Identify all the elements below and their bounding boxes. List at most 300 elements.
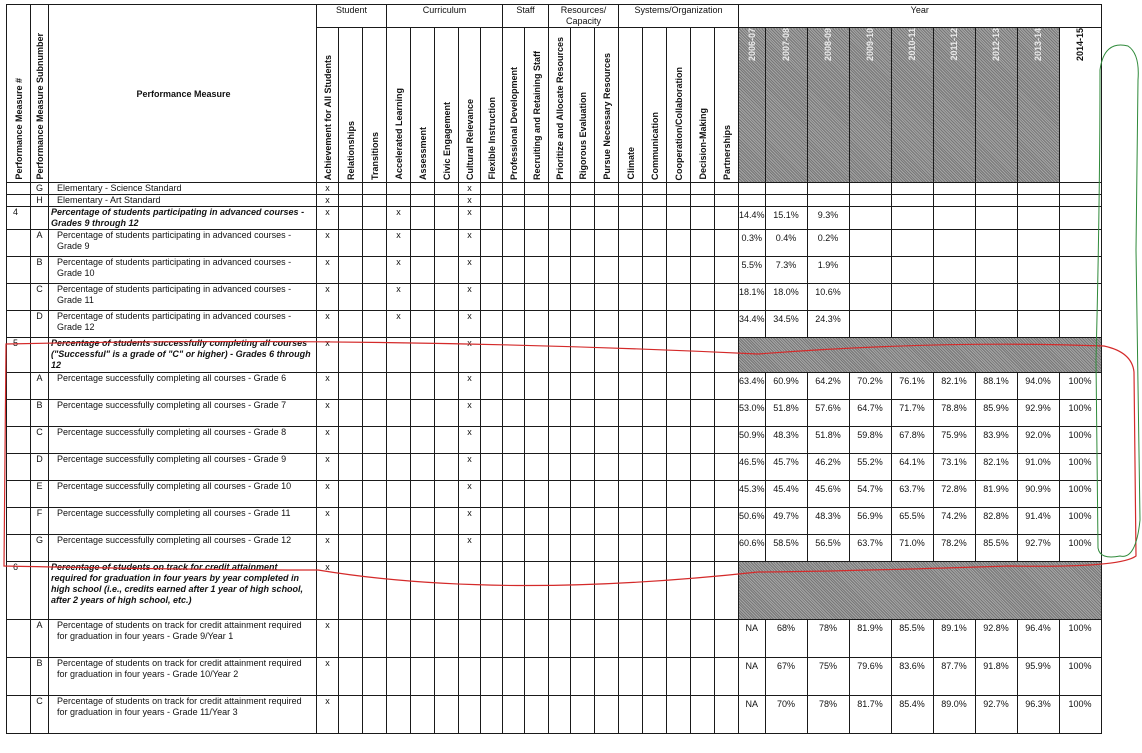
year-value-cell [975, 257, 1017, 284]
criteria-empty-cell [525, 562, 549, 620]
table-row [7, 562, 1142, 620]
criteria-mark-cell: x [317, 400, 339, 427]
criteria-empty-cell [667, 562, 691, 620]
criteria-empty-cell [691, 183, 715, 195]
criteria-empty-cell [503, 311, 525, 338]
criteria-empty-cell [411, 195, 435, 207]
criteria-empty-cell [571, 338, 595, 373]
criteria-empty-cell [691, 257, 715, 284]
criteria-empty-cell [435, 195, 459, 207]
criteria-empty-cell [549, 400, 571, 427]
criteria-empty-cell [595, 535, 619, 562]
criteria-empty-cell [435, 207, 459, 230]
criteria-empty-cell [691, 481, 715, 508]
criteria-header: Decision-Making [691, 28, 715, 183]
year-value-cell: 53.0% [739, 400, 766, 427]
criteria-empty-cell [667, 454, 691, 481]
year-value-cell [1017, 195, 1059, 207]
criteria-header: Relationships [339, 28, 363, 183]
criteria-empty-cell [643, 535, 667, 562]
criteria-empty-cell [503, 400, 525, 427]
criteria-empty-cell [363, 207, 387, 230]
criteria-empty-cell [667, 257, 691, 284]
criteria-empty-cell [435, 481, 459, 508]
criteria-empty-cell [619, 481, 643, 508]
pm-description-cell: Percentage of students on track for credit attainment required for graduation in four years - Grade 10/Year 2 [49, 658, 317, 696]
criteria-empty-cell [503, 481, 525, 508]
criteria-empty-cell [363, 338, 387, 373]
year-value-cell: 78.2% [933, 535, 975, 562]
criteria-empty-cell [481, 562, 503, 620]
criteria-empty-cell [643, 338, 667, 373]
year-value-cell: 67.8% [891, 427, 933, 454]
criteria-mark-cell: x [317, 373, 339, 400]
criteria-empty-cell [411, 338, 435, 373]
pm-number-cell [7, 696, 31, 734]
criteria-empty-cell [715, 427, 739, 454]
pm-subnumber-cell: A [31, 230, 49, 257]
pm-description-cell: Percentage of students on track for credit attainment required for graduation in four years by year completed in high school (i.e., credits earned after 1 year of high school, after 2 years of high school, etc.) [49, 562, 317, 620]
criteria-empty-cell [481, 257, 503, 284]
criteria-empty-cell [435, 508, 459, 535]
criteria-empty-cell [503, 658, 525, 696]
group-student: Student [317, 5, 387, 28]
criteria-empty-cell [525, 257, 549, 284]
year-value-cell [975, 284, 1017, 311]
criteria-empty-cell [691, 562, 715, 620]
criteria-header: Civic Engagement [435, 28, 459, 183]
criteria-empty-cell [411, 481, 435, 508]
criteria-empty-cell [481, 207, 503, 230]
criteria-empty-cell [667, 230, 691, 257]
criteria-empty-cell [619, 400, 643, 427]
criteria-empty-cell [339, 338, 363, 373]
criteria-empty-cell [503, 195, 525, 207]
table-row [7, 284, 1142, 311]
table-row [7, 338, 1142, 373]
pm-description-cell: Percentage of students participating in advanced courses - Grade 12 [49, 311, 317, 338]
criteria-empty-cell [503, 454, 525, 481]
year-header: 2010-11 [891, 28, 933, 183]
criteria-mark-cell: x [317, 230, 339, 257]
group-resources: Resources/ Capacity [549, 5, 619, 28]
pm-subnumber-cell [31, 207, 49, 230]
criteria-empty-cell [435, 257, 459, 284]
criteria-empty-cell [715, 696, 739, 734]
year-value-cell: 71.7% [891, 400, 933, 427]
year-value-cell [891, 284, 933, 311]
criteria-empty-cell [435, 562, 459, 620]
pm-subnumber-cell: C [31, 284, 49, 311]
criteria-empty-cell [549, 454, 571, 481]
criteria-mark-cell: x [317, 454, 339, 481]
criteria-empty-cell [715, 508, 739, 535]
criteria-empty-cell [411, 562, 435, 620]
pm-subnumber-cell: B [31, 400, 49, 427]
pm-description-cell: Elementary - Science Standard [49, 183, 317, 195]
group-year: Year [739, 5, 1102, 28]
criteria-empty-cell [715, 311, 739, 338]
table-row [7, 658, 1142, 696]
pm-number-cell [7, 311, 31, 338]
criteria-empty-cell [411, 183, 435, 195]
criteria-empty-cell [503, 284, 525, 311]
criteria-empty-cell [619, 535, 643, 562]
criteria-empty-cell [339, 454, 363, 481]
pm-subnumber-cell: H [31, 195, 49, 207]
criteria-empty-cell [667, 373, 691, 400]
year-value-cell: 60.9% [765, 373, 807, 400]
year-value-cell: 63.4% [739, 373, 766, 400]
pm-description-cell: Percentage successfully completing all courses - Grade 9 [49, 454, 317, 481]
criteria-empty-cell [643, 620, 667, 658]
criteria-empty-cell [715, 373, 739, 400]
criteria-header: Communication [643, 28, 667, 183]
year-header: 2014-15 [1059, 28, 1101, 183]
criteria-empty-cell [411, 620, 435, 658]
year-value-cell: 92.9% [1017, 400, 1059, 427]
year-value-cell: 78.8% [933, 400, 975, 427]
table-row [7, 454, 1142, 481]
year-value-cell [933, 207, 975, 230]
table-row [7, 481, 1142, 508]
criteria-empty-cell [363, 373, 387, 400]
criteria-empty-cell [363, 427, 387, 454]
criteria-empty-cell [595, 207, 619, 230]
pm-subnumber-cell: G [31, 535, 49, 562]
pm-subnumber-cell: C [31, 427, 49, 454]
table-row [7, 535, 1142, 562]
criteria-empty-cell [643, 562, 667, 620]
criteria-empty-cell [643, 373, 667, 400]
year-value-cell: 64.1% [891, 454, 933, 481]
criteria-empty-cell [481, 454, 503, 481]
criteria-empty-cell [435, 658, 459, 696]
criteria-empty-cell [715, 400, 739, 427]
year-value-cell: 60.6% [739, 535, 766, 562]
criteria-empty-cell [411, 535, 435, 562]
criteria-empty-cell [667, 508, 691, 535]
criteria-empty-cell [481, 508, 503, 535]
year-value-cell [891, 183, 933, 195]
criteria-empty-cell [481, 620, 503, 658]
criteria-empty-cell [503, 562, 525, 620]
criteria-empty-cell [595, 183, 619, 195]
criteria-empty-cell [715, 257, 739, 284]
criteria-mark-cell: x [317, 207, 339, 230]
year-value-cell: 83.6% [891, 658, 933, 696]
pm-subnumber-cell: A [31, 373, 49, 400]
year-value-cell: 45.6% [807, 481, 849, 508]
year-value-cell: 92.7% [975, 696, 1017, 734]
criteria-empty-cell [481, 696, 503, 734]
year-value-cell [933, 195, 975, 207]
criteria-mark-cell: x [387, 284, 411, 311]
criteria-empty-cell [481, 230, 503, 257]
criteria-empty-cell [595, 195, 619, 207]
pm-number-cell: 4 [7, 207, 31, 230]
year-value-cell: 75% [807, 658, 849, 696]
year-header: 2007-08 [765, 28, 807, 183]
criteria-empty-cell [595, 284, 619, 311]
pm-number-cell [7, 454, 31, 481]
year-value-cell: 91.0% [1017, 454, 1059, 481]
year-value-cell: 63.7% [891, 481, 933, 508]
year-value-cell: 9.3% [807, 207, 849, 230]
criteria-empty-cell [339, 183, 363, 195]
year-value-cell: 59.8% [849, 427, 891, 454]
criteria-empty-cell [691, 284, 715, 311]
criteria-mark-cell [387, 696, 411, 734]
criteria-empty-cell [503, 620, 525, 658]
year-value-cell: NA [739, 620, 766, 658]
year-value-cell: 34.5% [765, 311, 807, 338]
year-value-cell [849, 207, 891, 230]
criteria-empty-cell [435, 454, 459, 481]
criteria-mark-cell: x [459, 230, 481, 257]
criteria-mark-cell [387, 427, 411, 454]
criteria-empty-cell [691, 195, 715, 207]
criteria-empty-cell [481, 658, 503, 696]
year-value-cell [1059, 230, 1101, 257]
year-value-cell: 64.2% [807, 373, 849, 400]
criteria-empty-cell [691, 373, 715, 400]
criteria-empty-cell [643, 508, 667, 535]
criteria-mark-cell: x [317, 338, 339, 373]
criteria-mark-cell: x [317, 562, 339, 620]
criteria-empty-cell [525, 454, 549, 481]
criteria-empty-cell [619, 508, 643, 535]
criteria-empty-cell [549, 562, 571, 620]
criteria-empty-cell [339, 257, 363, 284]
criteria-mark-cell: x [317, 481, 339, 508]
criteria-empty-cell [525, 195, 549, 207]
criteria-empty-cell [549, 195, 571, 207]
criteria-empty-cell [411, 207, 435, 230]
pm-description-cell: Percentage of students successfully completing all courses ("Successful" is a grade of "C" or higher) - Grades 6 through 12 [49, 338, 317, 373]
year-value-cell [849, 257, 891, 284]
criteria-empty-cell [715, 620, 739, 658]
criteria-header: Recruiting and Retaining Staff [525, 28, 549, 183]
criteria-empty-cell [525, 427, 549, 454]
criteria-mark-cell [459, 696, 481, 734]
group-header-row [7, 5, 1142, 28]
criteria-header: Rigorous Evaluation [571, 28, 595, 183]
criteria-empty-cell [503, 338, 525, 373]
pm-description-cell: Percentage successfully completing all courses - Grade 10 [49, 481, 317, 508]
pm-subnumber-cell: E [31, 481, 49, 508]
year-value-cell: 91.4% [1017, 508, 1059, 535]
criteria-empty-cell [363, 311, 387, 338]
criteria-empty-cell [481, 400, 503, 427]
criteria-mark-cell: x [317, 183, 339, 195]
criteria-empty-cell [715, 183, 739, 195]
year-value-cell: 75.9% [933, 427, 975, 454]
year-value-cell [739, 195, 766, 207]
year-value-cell [933, 230, 975, 257]
table-row [7, 696, 1142, 734]
criteria-mark-cell [387, 183, 411, 195]
criteria-empty-cell [715, 207, 739, 230]
criteria-empty-cell [571, 195, 595, 207]
criteria-empty-cell [691, 207, 715, 230]
year-value-cell: 70.2% [849, 373, 891, 400]
year-value-cell [1059, 195, 1101, 207]
year-value-cell [739, 183, 766, 195]
criteria-empty-cell [411, 373, 435, 400]
pm-number-cell [7, 230, 31, 257]
criteria-empty-cell [549, 535, 571, 562]
table-row [7, 508, 1142, 535]
year-value-cell: 46.2% [807, 454, 849, 481]
criteria-empty-cell [643, 311, 667, 338]
criteria-empty-cell [595, 481, 619, 508]
year-value-cell: 89.1% [933, 620, 975, 658]
year-value-cell: 92.0% [1017, 427, 1059, 454]
year-value-cell [975, 195, 1017, 207]
criteria-empty-cell [643, 257, 667, 284]
criteria-empty-cell [571, 207, 595, 230]
criteria-empty-cell [691, 338, 715, 373]
criteria-empty-cell [481, 535, 503, 562]
criteria-empty-cell [595, 562, 619, 620]
criteria-empty-cell [363, 535, 387, 562]
criteria-empty-cell [571, 257, 595, 284]
year-value-cell [765, 183, 807, 195]
criteria-empty-cell [619, 658, 643, 696]
criteria-empty-cell [667, 696, 691, 734]
year-value-cell: 76.1% [891, 373, 933, 400]
criteria-empty-cell [595, 230, 619, 257]
year-value-cell: 50.9% [739, 427, 766, 454]
year-header: 2008-09 [807, 28, 849, 183]
criteria-mark-cell [459, 658, 481, 696]
criteria-empty-cell [481, 427, 503, 454]
criteria-empty-cell [503, 207, 525, 230]
criteria-empty-cell [435, 311, 459, 338]
criteria-empty-cell [691, 400, 715, 427]
criteria-empty-cell [715, 454, 739, 481]
year-value-cell: 78% [807, 620, 849, 658]
year-value-cell [933, 183, 975, 195]
year-value-cell: 100% [1059, 427, 1101, 454]
criteria-empty-cell [715, 195, 739, 207]
year-value-cell: 91.8% [975, 658, 1017, 696]
year-value-cell: 45.7% [765, 454, 807, 481]
year-value-cell [933, 311, 975, 338]
criteria-empty-cell [667, 427, 691, 454]
year-value-cell: 92.7% [1017, 535, 1059, 562]
criteria-empty-cell [525, 284, 549, 311]
year-value-cell: 92.8% [975, 620, 1017, 658]
criteria-mark-cell: x [459, 284, 481, 311]
criteria-empty-cell [481, 311, 503, 338]
criteria-empty-cell [435, 284, 459, 311]
criteria-empty-cell [435, 620, 459, 658]
year-value-cell: 0.2% [807, 230, 849, 257]
criteria-header: Partnerships [715, 28, 739, 183]
year-value-cell: 5.5% [739, 257, 766, 284]
criteria-mark-cell [459, 620, 481, 658]
criteria-empty-cell [691, 454, 715, 481]
criteria-empty-cell [363, 508, 387, 535]
criteria-empty-cell [363, 454, 387, 481]
criteria-mark-cell: x [317, 620, 339, 658]
pm-number-cell [7, 257, 31, 284]
pm-number-cell [7, 481, 31, 508]
year-value-cell: 65.5% [891, 508, 933, 535]
criteria-empty-cell [619, 207, 643, 230]
table-row [7, 257, 1142, 284]
group-staff: Staff [503, 5, 549, 28]
pm-description-cell: Percentage of students on track for credit attainment required for graduation in four years - Grade 11/Year 3 [49, 696, 317, 734]
criteria-empty-cell [571, 427, 595, 454]
year-value-cell: 72.8% [933, 481, 975, 508]
criteria-mark-cell: x [459, 427, 481, 454]
pm-description-cell: Percentage successfully completing all courses - Grade 6 [49, 373, 317, 400]
year-value-cell [891, 257, 933, 284]
criteria-empty-cell [503, 535, 525, 562]
year-value-cell [1017, 311, 1059, 338]
criteria-mark-cell [387, 535, 411, 562]
year-value-cell: 79.6% [849, 658, 891, 696]
criteria-empty-cell [363, 658, 387, 696]
year-value-cell: 89.0% [933, 696, 975, 734]
criteria-mark-cell [387, 400, 411, 427]
year-value-cell: 48.3% [765, 427, 807, 454]
criteria-mark-cell: x [459, 508, 481, 535]
year-value-cell [975, 207, 1017, 230]
year-value-cell: 100% [1059, 535, 1101, 562]
criteria-empty-cell [667, 284, 691, 311]
criteria-empty-cell [643, 195, 667, 207]
year-header: 2012-13 [975, 28, 1017, 183]
criteria-empty-cell [549, 207, 571, 230]
criteria-empty-cell [643, 427, 667, 454]
criteria-empty-cell [619, 257, 643, 284]
criteria-empty-cell [667, 535, 691, 562]
criteria-mark-cell: x [387, 230, 411, 257]
criteria-empty-cell [435, 400, 459, 427]
pm-description-cell: Percentage of students participating in advanced courses - Grade 9 [49, 230, 317, 257]
year-value-cell: 0.4% [765, 230, 807, 257]
pm-number-cell: 5 [7, 338, 31, 373]
criteria-empty-cell [339, 481, 363, 508]
year-value-cell [933, 257, 975, 284]
criteria-mark-cell: x [459, 400, 481, 427]
criteria-empty-cell [363, 696, 387, 734]
criteria-empty-cell [339, 427, 363, 454]
criteria-mark-cell: x [317, 427, 339, 454]
criteria-empty-cell [549, 481, 571, 508]
year-value-cell [1017, 207, 1059, 230]
criteria-empty-cell [525, 311, 549, 338]
criteria-empty-cell [643, 658, 667, 696]
criteria-empty-cell [595, 454, 619, 481]
pm-number-cell [7, 373, 31, 400]
year-value-cell: 87.7% [933, 658, 975, 696]
year-value-cell: 45.4% [765, 481, 807, 508]
criteria-empty-cell [667, 400, 691, 427]
pm-number-cell: 6 [7, 562, 31, 620]
criteria-empty-cell [595, 658, 619, 696]
year-value-cell: 100% [1059, 658, 1101, 696]
year-value-cell: 49.7% [765, 508, 807, 535]
criteria-mark-cell: x [459, 373, 481, 400]
criteria-mark-cell [387, 508, 411, 535]
criteria-mark-cell: x [317, 508, 339, 535]
criteria-empty-cell [691, 658, 715, 696]
